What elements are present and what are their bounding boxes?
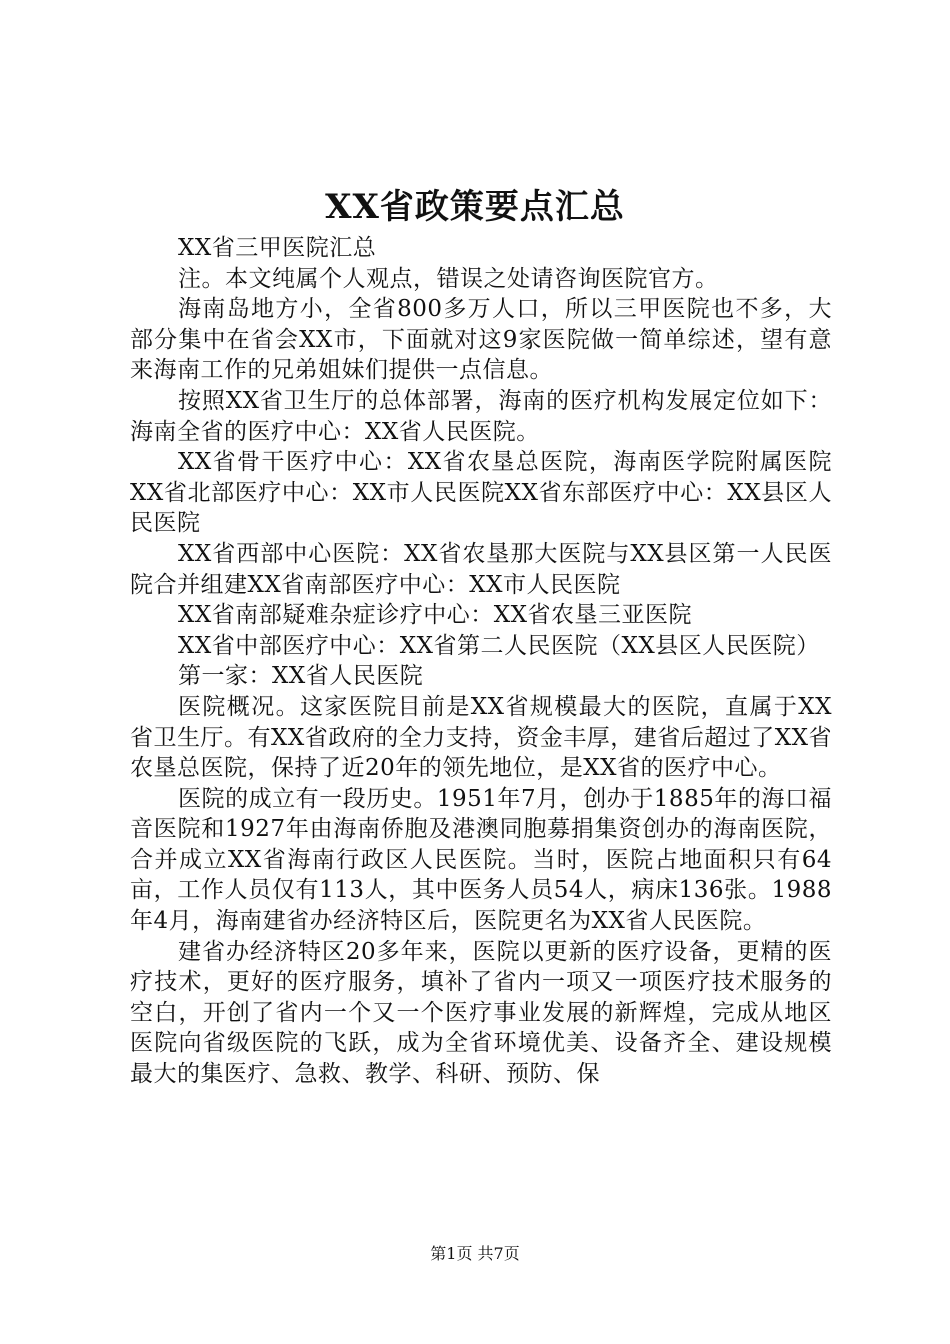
document-title: XX省政策要点汇总 bbox=[325, 187, 625, 227]
paragraph: 第一家：XX省人民医院 bbox=[178, 663, 424, 690]
page-number-footer: 第1页 共7页 bbox=[430, 1244, 520, 1263]
document-body bbox=[130, 233, 832, 1090]
paragraph: 建省办经济特区20多年来，医院以更新的医疗设备，更精的医疗技术，更好的医疗服务，填补了省内一项又一项医疗技术服务的空白，开创了省内一个又一个医疗事业发展的新辉煌，完成从地区医院向省级医院的飞跃，成为全省环境优美、设备齐全、建设规模最大的集医疗、急救、教学、科研、预防、保 bbox=[130, 938, 832, 1088]
paragraph: XX省南部疑难杂症诊疗中心：XX省农垦三亚医院 bbox=[178, 602, 692, 629]
paragraph: 医院的成立有一段历史。1951年7月，创办于1885年的海口福音医院和1927年由海南侨胞及港澳同胞募捐集资创办的海南医院，合并成立XX省海南行政区人民医院。当时，医院占地面积只有64亩，工作人员仅有113人，其中医务人员54人，病床136张。1988年4月，海南建省办经济特区后，医院更名为XX省人民医院。 bbox=[130, 785, 832, 935]
paragraph: 医院概况。这家医院目前是XX省规模最大的医院，直属于XX省卫生厅。有XX省政府的全力支持，资金丰厚，建省后超过了XX省农垦总医院，保持了近20年的领先地位，是XX省的医疗中心。 bbox=[130, 693, 832, 782]
paragraph: XX省骨干医疗中心：XX省农垦总医院，海南医学院附属医院XX省北部医疗中心：XX市人民医院XX省东部医疗中心：XX县区人民医院 bbox=[130, 449, 832, 537]
paragraph: XX省中部医疗中心：XX省第二人民医院（XX县区人民医院） bbox=[178, 632, 820, 659]
paragraph: XX省西部中心医院：XX省农垦那大医院与XX县区第一人民医院合并组建XX省南部医疗中心：XX市人民医院 bbox=[130, 540, 832, 598]
paragraph: 注。本文纯属个人观点，错误之处请咨询医院官方。 bbox=[178, 265, 719, 292]
paragraph: XX省三甲医院汇总 bbox=[178, 235, 377, 261]
paragraph: 海南岛地方小，全省800多万人口，所以三甲医院也不多，大部分集中在省会XX市，下面就对这9家医院做一简单综述，望有意来海南工作的兄弟姐妹们提供一点信息。 bbox=[130, 296, 832, 384]
paragraph: 按照XX省卫生厅的总体部署，海南的医疗机构发展定位如下：海南全省的医疗中心：XX省人民医院。 bbox=[130, 387, 832, 445]
